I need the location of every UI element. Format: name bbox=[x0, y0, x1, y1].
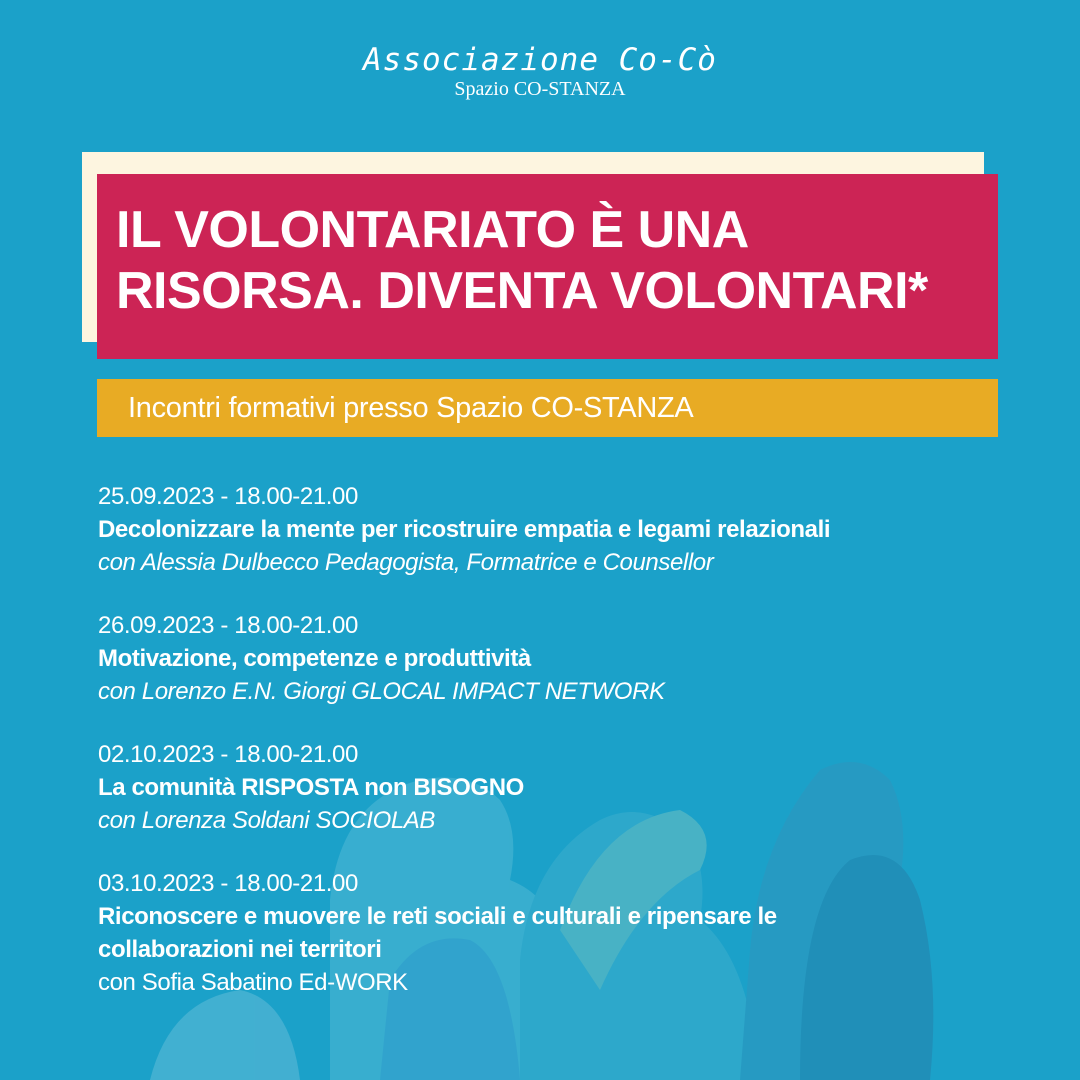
event-item bbox=[98, 738, 998, 837]
logo-subtitle: Spazio CO-STANZA bbox=[454, 78, 626, 100]
event-item bbox=[98, 867, 998, 999]
event-date: 03.10.2023 - 18.00-21.00 bbox=[98, 870, 358, 897]
event-item bbox=[98, 609, 998, 708]
headline bbox=[116, 200, 986, 322]
event-title: Decolonizzare la mente per ricostruire empatia e legami relazionali bbox=[98, 516, 831, 543]
event-title: Motivazione, competenze e produttività bbox=[98, 645, 531, 672]
event-speaker: con Lorenza Soldani SOCIOLAB bbox=[98, 807, 435, 834]
event-speaker: con Lorenzo E.N. Giorgi GLOCAL IMPACT NETWORK bbox=[98, 678, 665, 705]
event-speaker: con Sofia Sabatino Ed-WORK bbox=[98, 969, 408, 996]
event-title: La comunità RISPOSTA non BISOGNO bbox=[98, 774, 524, 801]
event-date: 26.09.2023 - 18.00-21.00 bbox=[98, 612, 358, 639]
subtitle: Incontri formativi presso Spazio CO-STANZA bbox=[128, 392, 694, 424]
event-date: 25.09.2023 - 18.00-21.00 bbox=[98, 483, 358, 510]
headline-line-1: IL VOLONTARIATO È UNA bbox=[116, 201, 749, 259]
event-title-line-1: Riconoscere e muovere le reti sociali e culturali e ripensare le bbox=[98, 903, 777, 930]
event-date: 02.10.2023 - 18.00-21.00 bbox=[98, 741, 358, 768]
event-speaker: con Alessia Dulbecco Pedagogista, Formatrice e Counsellor bbox=[98, 549, 714, 576]
logo-title: Associazione Co-Cò bbox=[363, 42, 717, 78]
event-list bbox=[98, 480, 998, 1029]
logo bbox=[0, 40, 1080, 100]
event-title-line-2: collaborazioni nei territori bbox=[98, 936, 382, 963]
headline-line-2: RISORSA. DIVENTA VOLONTARI* bbox=[116, 262, 928, 320]
event-item bbox=[98, 480, 998, 579]
